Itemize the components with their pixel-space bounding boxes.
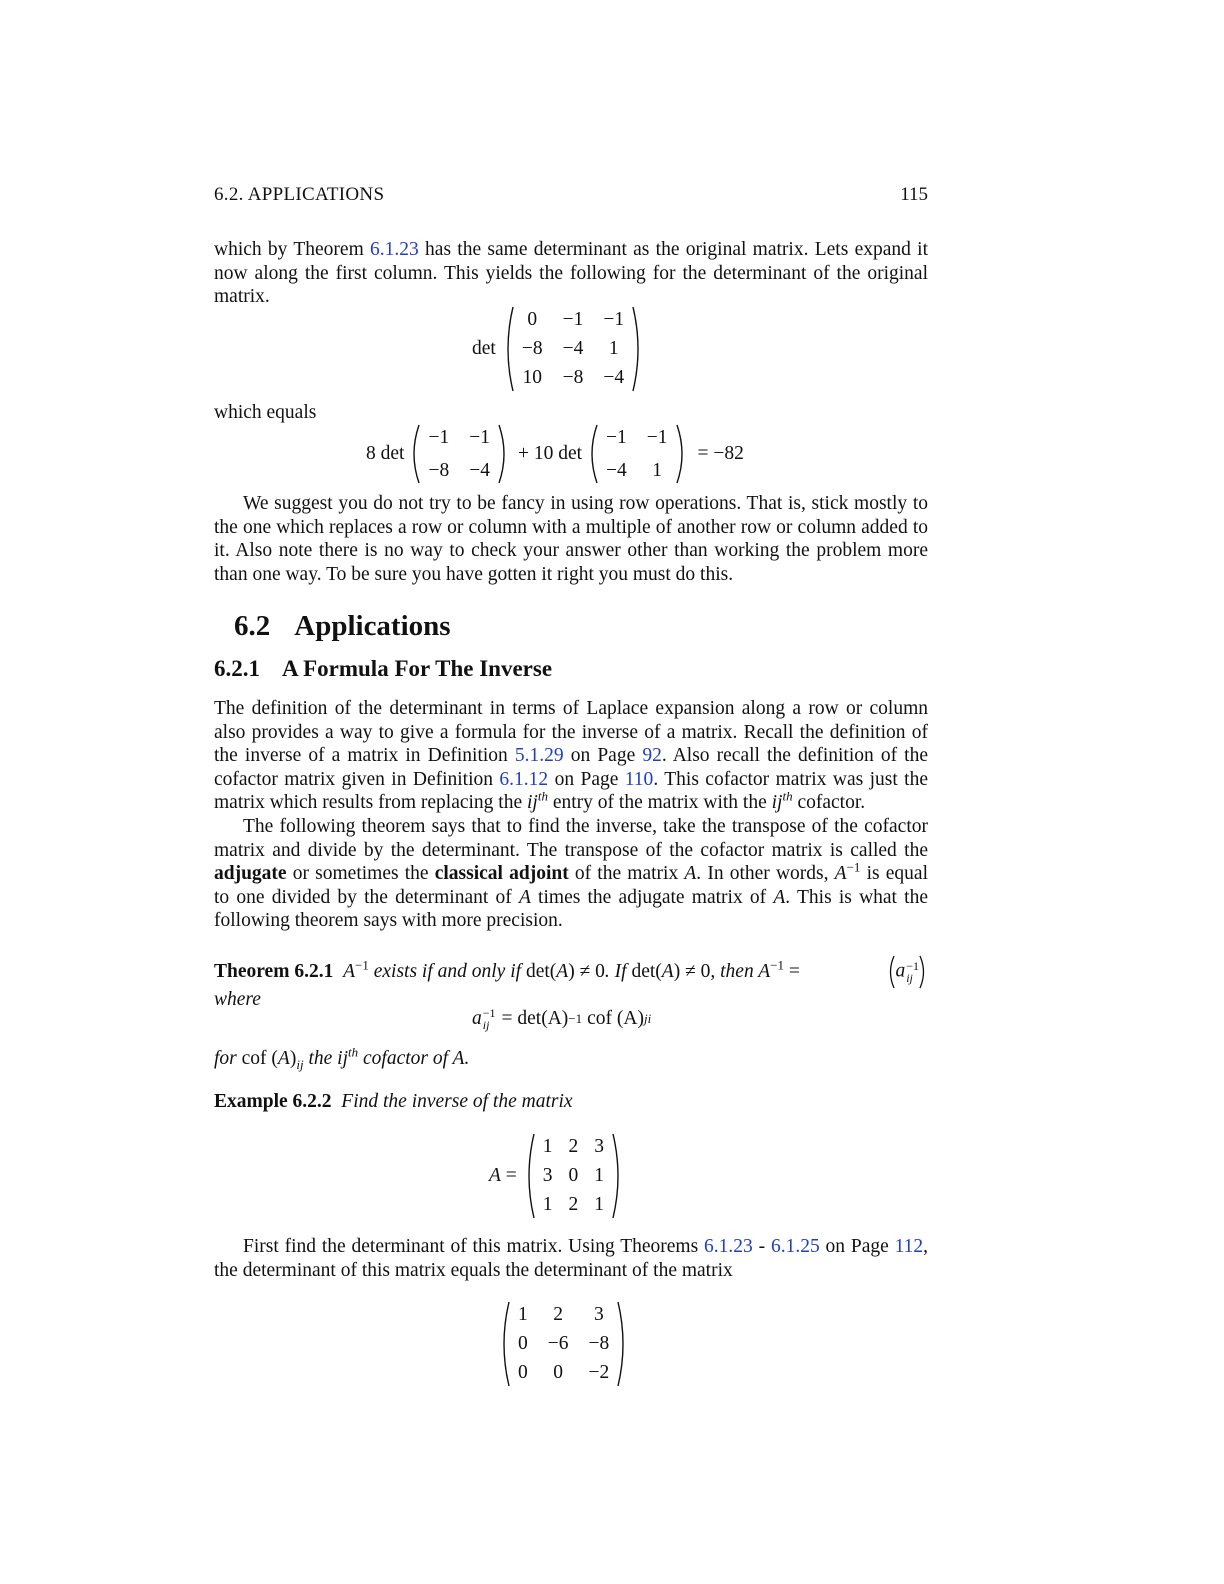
page-link-110[interactable]: 110: [624, 768, 654, 790]
matrix-entries: [510, 1301, 617, 1387]
plus-10-det: + 10 det: [517, 443, 583, 464]
matrix-cell: −1: [562, 309, 584, 330]
page-number: 115: [900, 184, 928, 205]
page-link-92[interactable]: 92: [642, 745, 662, 767]
left-paren: [523, 1133, 535, 1219]
matrix-cell: −8: [588, 1333, 610, 1354]
coef-8-det: 8 det: [366, 443, 405, 464]
right-paren: [612, 1133, 624, 1219]
matrix-cell: −2: [588, 1362, 610, 1383]
matrix-entries: [514, 306, 632, 392]
determinant-equation-2: [366, 424, 744, 484]
matrix-cell: −4: [603, 367, 625, 388]
term-adjugate: adjugate: [214, 863, 287, 885]
theorem-where: where: [214, 989, 261, 1010]
term-classical-adjoint: classical adjoint: [434, 863, 569, 885]
left-paren: [586, 424, 598, 484]
inverse-entry-matrix: a −1 ij: [886, 955, 928, 989]
matrix-cell: 1: [542, 1136, 553, 1157]
matrix-cell: −1: [606, 426, 627, 448]
matrix-cell: −4: [562, 338, 584, 359]
right-paren: [676, 424, 688, 484]
definition-link-5-1-29[interactable]: 5.1.29: [514, 745, 564, 767]
matrix-3x3-a: [502, 306, 644, 392]
matrix-entries: [535, 1133, 612, 1219]
section-heading: 6.2 Applications: [234, 610, 451, 642]
page-link-112[interactable]: 112: [894, 1236, 924, 1257]
example-label: Example 6.2.2: [214, 1091, 332, 1112]
matrix-cell: 2: [568, 1194, 579, 1215]
theorem-6-2-1: Theorem 6.2.1 $A^{-1}$ exists if and only if det(A) ≠ 0. If det(A) ≠ 0, then $A^{-1}$ = a −1 ij where a −1 ij = det(A) −1 cof (A) ji for cof $(A)_{ij}$ the $ij^{th}$ cofactor of A.: [214, 955, 928, 1011]
matrix-cell: 0: [518, 1362, 528, 1383]
matrix-cell: 3: [594, 1304, 604, 1325]
matrix-cell: −4: [469, 459, 490, 481]
suggestion-paragraph: We suggest you do not try to be fancy in using row operations. That is, stick mostly to the one which replaces a row or column with a multiple of another row or column added to it. Also note there is no way to check your answer other than working the problem more than one way. To be sure you have gotten it right you must do this.: [214, 493, 928, 585]
matrix-bracket: [498, 1301, 629, 1387]
matrix-cell: −1: [603, 309, 625, 330]
matrix-cell: −6: [547, 1333, 569, 1354]
determinant-paragraph: First find the determinant of this matrix. Using Theorems 6.1.23 - 6.1.25 on Page 112, the determinant of this matrix equals the determinant of the matrix: [214, 1236, 929, 1281]
matrix-cell: 1: [608, 338, 619, 359]
matrix-cell: 2: [568, 1136, 579, 1157]
matrix-cell: 0: [527, 309, 538, 330]
right-paren: [632, 306, 644, 392]
matrix-cell: −1: [428, 426, 450, 448]
theorem-label: Theorem 6.2.1: [214, 961, 334, 982]
inverse-formula-paragraph: The definition of the determinant in terms of Laplace expansion along a row or column also provides a way to give a formula for the inverse of a matrix. Recall the definition of the inverse of a matrix in Definition 5.1.29 on Page 92. Also recall the definition of the cofactor matrix given in Definition 6.1.12 on Page 110. This cofactor matrix was just the matrix which results from replacing the $ij^{th}$ entry of the matrix with the $ij^{th}$ cofactor.: [214, 698, 929, 814]
matrix-cell: 3: [542, 1165, 553, 1186]
matrix-cell: 0: [518, 1333, 528, 1354]
which-equals: which equals: [214, 402, 317, 423]
adjugate-paragraph: The following theorem says that to find the inverse, take the transpose of the cofactor matrix and divide by the determinant. The transpose of the cofactor matrix is called the adjugate or sometimes the classical adjoint of the matrix A. In other words, $A^{-1}$ is equal to one divided by the determinant of A times the adjugate matrix of A. This is what the following theorem says with more precision.: [214, 816, 928, 932]
matrix-2x2-a: [408, 424, 510, 484]
matrix-cell: 10: [522, 367, 542, 388]
equation-result: = −82: [697, 443, 744, 464]
matrix-cell: −1: [646, 426, 668, 448]
example-6-2-2: Example 6.2.2 Find the inverse of the matrix: [214, 1091, 573, 1112]
det-operator: det: [472, 338, 496, 359]
matrix-a: [523, 1133, 624, 1219]
matrix-cell: 1: [542, 1194, 553, 1215]
theorem-link[interactable]: 6.1.23: [370, 239, 419, 260]
left-paren: [502, 306, 514, 392]
matrix-2x2-b: [586, 424, 688, 484]
matrix-a-equation: A = 1 2 3 3 0 1 1 2 1: [489, 1133, 624, 1219]
matrix-cell: 1: [652, 459, 663, 481]
matrix-cell: −4: [606, 459, 627, 481]
matrix-cell: 3: [594, 1136, 605, 1157]
matrix-cell: 1: [518, 1304, 528, 1325]
matrix-cell: 1: [594, 1194, 605, 1215]
determinant-equation-1: [472, 306, 644, 392]
right-paren: [498, 424, 510, 484]
matrix-cell: 0: [568, 1165, 579, 1186]
matrix-cell: −8: [521, 338, 543, 359]
cofactor-formula: a −1 ij = det(A) −1 cof (A) ji: [472, 1006, 652, 1032]
intro-paragraph: which by Theorem 6.1.23 has the same determinant as the original matrix. Lets expand it now along the first column. This yields the following for the determinant of the original matrix.: [214, 239, 928, 308]
theorem-for-clause: for cof $(A)_{ij}$ the $ij^{th}$ cofactor of A.: [214, 1044, 470, 1072]
matrix-cell: −8: [428, 459, 450, 481]
header-section: 6.2. APPLICATIONS: [214, 184, 385, 205]
matrix-cell: 1: [594, 1165, 605, 1186]
theorem-link-6-1-23[interactable]: 6.1.23: [704, 1236, 753, 1257]
right-paren: [617, 1301, 629, 1387]
theorem-link-6-1-25[interactable]: 6.1.25: [770, 1236, 820, 1257]
matrix-entries: [598, 424, 676, 484]
matrix-entries: [420, 424, 498, 484]
definition-link-6-1-12[interactable]: 6.1.12: [499, 768, 549, 790]
subsection-heading: 6.2.1 A Formula For The Inverse: [214, 656, 553, 681]
left-paren: [408, 424, 420, 484]
upper-triangular-matrix: [498, 1301, 629, 1387]
matrix-cell: −8: [562, 367, 584, 388]
left-paren: [498, 1301, 510, 1387]
matrix-cell: 2: [553, 1304, 563, 1325]
matrix-cell: −1: [469, 426, 490, 448]
matrix-cell: 0: [553, 1362, 563, 1383]
